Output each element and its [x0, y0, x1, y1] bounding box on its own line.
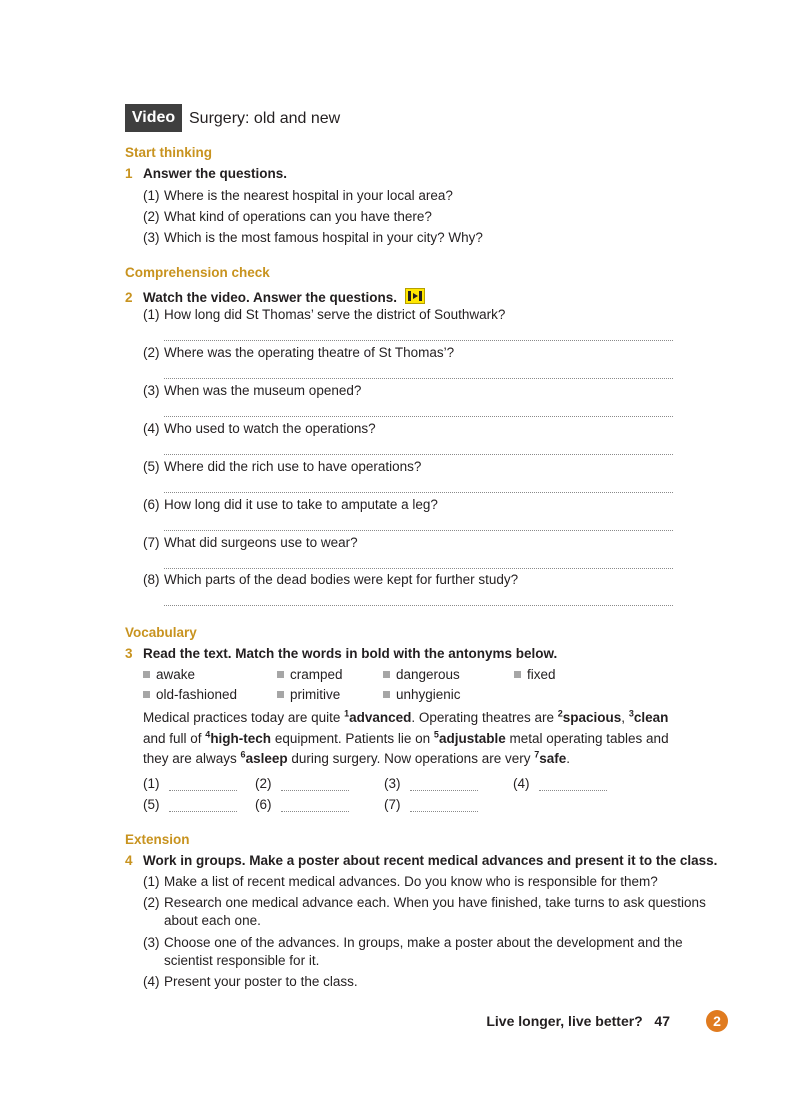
- bullet-square-icon: [143, 691, 150, 698]
- answer-line[interactable]: [164, 378, 673, 379]
- question: (6) How long did it use to take to amputate a leg?: [143, 497, 438, 512]
- task-text: Work in groups. Make a poster about recent medical advances and present it to the class.: [143, 853, 718, 868]
- answer-blank[interactable]: (1): [143, 776, 237, 791]
- bullet-square-icon: [514, 671, 521, 678]
- task-2-instruction: [125, 288, 425, 305]
- word-option: fixed: [514, 667, 556, 682]
- answer-line[interactable]: [164, 416, 673, 417]
- answer-line[interactable]: [164, 605, 673, 606]
- word-option: dangerous: [383, 667, 460, 682]
- answer-line[interactable]: [164, 454, 673, 455]
- task-3-instruction: [125, 646, 557, 661]
- answer-blank[interactable]: (3): [384, 776, 478, 791]
- task-text: Answer the questions.: [143, 166, 288, 181]
- answer-blank[interactable]: (6): [255, 797, 349, 812]
- reading-text: Medical practices today are quite $^1$advanced. Operating theatres are $^2$spacious, $^3$clean and full of $^4$high-tech equipment. Patients lie on $^5$adjustable metal operating tables and they are always $^6$asleep during surgery. Now operations are very $^7$safe.: [143, 708, 669, 766]
- start-thinking-heading: Start thinking: [125, 145, 212, 160]
- word-option: old-fashioned: [143, 687, 237, 702]
- question: (3) When was the museum opened?: [143, 383, 362, 398]
- extension-item-cont: about each one.: [164, 913, 261, 928]
- unit-badge: 2: [706, 1010, 728, 1032]
- answer-blank[interactable]: (5): [143, 797, 237, 812]
- video-tag: Video: [125, 104, 182, 132]
- word-option: cramped: [277, 667, 343, 682]
- question: (1) How long did St Thomas’ serve the district of Southwark?: [143, 307, 506, 322]
- task-number: 2: [125, 290, 133, 305]
- bullet-square-icon: [277, 691, 284, 698]
- page-footer: [486, 1013, 670, 1029]
- answer-blank[interactable]: (4): [513, 776, 607, 791]
- task-text: Read the text. Match the words in bold with the antonyms below.: [143, 646, 558, 661]
- question: (2) What kind of operations can you have there?: [143, 209, 432, 224]
- question: (4) Who used to watch the operations?: [143, 421, 376, 436]
- task-1-instruction: [125, 166, 287, 181]
- video-icon[interactable]: [405, 288, 425, 304]
- comprehension-heading: Comprehension check: [125, 265, 270, 280]
- page-title: Surgery: old and new: [189, 110, 341, 127]
- question: (7) What did surgeons use to wear?: [143, 535, 358, 550]
- word-option: awake: [143, 667, 195, 682]
- word-option: unhygienic: [383, 687, 461, 702]
- bullet-square-icon: [277, 671, 284, 678]
- answer-blank[interactable]: (7): [384, 797, 478, 812]
- extension-item: (2) Research one medical advance each. When you have finished, take turns to ask questions: [143, 895, 706, 910]
- extension-heading: Extension: [125, 832, 190, 847]
- answer-line[interactable]: [164, 568, 673, 569]
- bullet-square-icon: [143, 671, 150, 678]
- question: (5) Where did the rich use to have operations?: [143, 459, 422, 474]
- question: (3) Which is the most famous hospital in your city? Why?: [143, 230, 483, 245]
- word-option: primitive: [277, 687, 340, 702]
- bullet-square-icon: [383, 691, 390, 698]
- answer-line[interactable]: [164, 530, 673, 531]
- extension-item-cont: scientist responsible for it.: [164, 953, 320, 968]
- bullet-square-icon: [383, 671, 390, 678]
- page-number: 47: [654, 1013, 670, 1029]
- extension-item: (3) Choose one of the advances. In groups, make a poster about the development and the: [143, 935, 683, 950]
- task-text: Watch the video. Answer the questions.: [143, 290, 398, 305]
- question: (8) Which parts of the dead bodies were kept for further study?: [143, 572, 519, 587]
- extension-item: (1) Make a list of recent medical advances. Do you know who is responsible for them?: [143, 874, 658, 889]
- answer-line[interactable]: [164, 340, 673, 341]
- vocabulary-heading: Vocabulary: [125, 625, 197, 640]
- answer-line[interactable]: [164, 492, 673, 493]
- task-number: 3: [125, 646, 133, 661]
- unit-title: Live longer, live better?: [486, 1013, 643, 1029]
- task-number: 4: [125, 853, 133, 868]
- answer-blank[interactable]: (2): [255, 776, 349, 791]
- task-4-instruction: [125, 853, 717, 868]
- question: (1) Where is the nearest hospital in your local area?: [143, 188, 453, 203]
- extension-item: (4) Present your poster to the class.: [143, 974, 358, 989]
- task-number: 1: [125, 166, 133, 181]
- question: (2) Where was the operating theatre of St Thomas’?: [143, 345, 455, 360]
